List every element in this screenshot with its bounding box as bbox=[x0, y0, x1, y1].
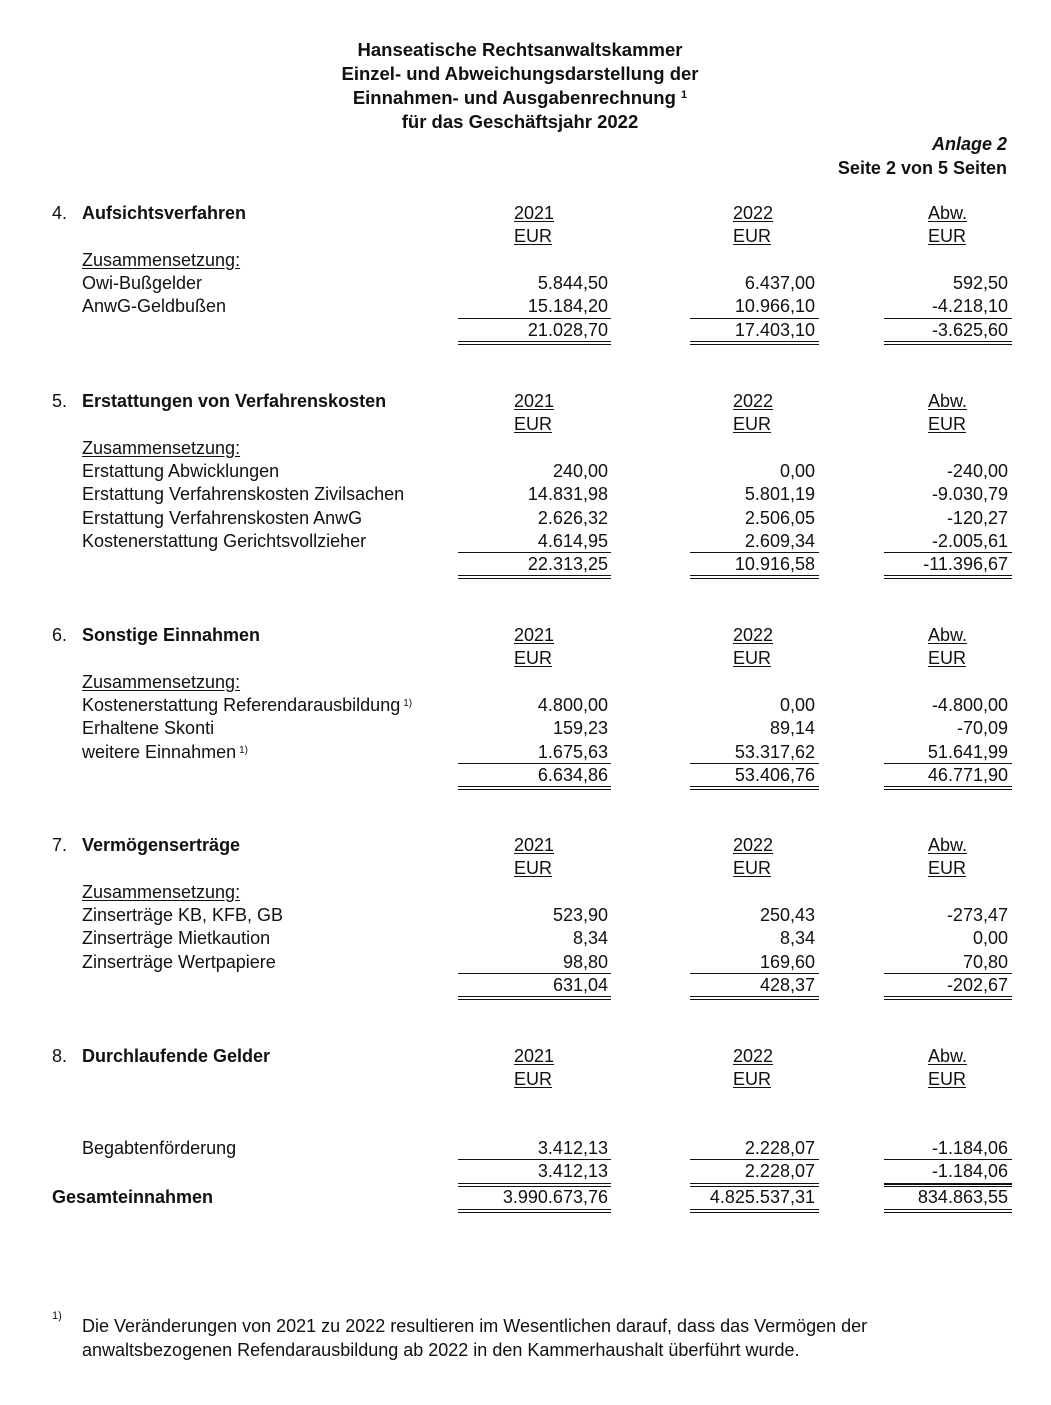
value-2022: 0,00 bbox=[779, 460, 815, 481]
total-double-rule bbox=[458, 786, 611, 790]
value-abw: -1.184,06 bbox=[931, 1138, 1008, 1159]
table-row bbox=[0, 927, 1051, 950]
column-header-abw: Abw. bbox=[928, 835, 968, 855]
value-2021: 4.800,00 bbox=[537, 694, 608, 715]
value-2021: 98,80 bbox=[562, 951, 608, 972]
column-header-2022: 2022 bbox=[733, 203, 774, 223]
table-row bbox=[0, 530, 1051, 553]
row-label: Erstattung Abwicklungen bbox=[82, 460, 280, 481]
composition-label: Zusammensetzung: bbox=[82, 437, 241, 458]
section-title: Sonstige Einnahmen bbox=[82, 625, 261, 645]
column-header-2022: 2022 bbox=[733, 391, 774, 411]
section-number: 6. bbox=[52, 625, 68, 645]
total-double-rule bbox=[458, 575, 611, 579]
unit-header-row bbox=[0, 647, 1051, 670]
value-2022: 8,34 bbox=[779, 928, 815, 949]
value-2021: 3.412,13 bbox=[537, 1138, 608, 1159]
unit-label: EUR bbox=[928, 1069, 967, 1090]
section-total-row bbox=[0, 974, 1051, 997]
table-row bbox=[0, 951, 1051, 974]
unit-label: EUR bbox=[928, 648, 967, 669]
total-2022: 10.916,58 bbox=[734, 554, 815, 575]
value-2022: 6.437,00 bbox=[744, 272, 815, 293]
attachment-label: Anlage 2 bbox=[931, 134, 1007, 154]
grand-total-double-rule bbox=[458, 1209, 611, 1213]
total-double-rule bbox=[884, 341, 1012, 345]
row-label: Kostenerstattung Referendarausbildung $^{1)}$ bbox=[82, 694, 413, 715]
section-number: 5. bbox=[52, 391, 68, 411]
value-abw: 51.641,99 bbox=[927, 741, 1008, 762]
row-label: Kostenerstattung Gerichtsvollzieher bbox=[82, 530, 367, 551]
section-header-row bbox=[0, 624, 1051, 647]
row-label: Erstattung Verfahrenskosten AnwG bbox=[82, 507, 363, 528]
value-abw: 70,80 bbox=[962, 951, 1008, 972]
column-header-2022: 2022 bbox=[733, 835, 774, 855]
section-number: 8. bbox=[52, 1046, 68, 1066]
unit-label: EUR bbox=[733, 858, 772, 879]
value-2021: 8,34 bbox=[572, 928, 608, 949]
row-label: Owi-Bußgelder bbox=[82, 272, 203, 293]
total-2022: 428,37 bbox=[759, 974, 815, 995]
value-2022: 89,14 bbox=[769, 718, 815, 739]
footnote-reference: 1) bbox=[403, 697, 413, 709]
total-2021: 631,04 bbox=[552, 974, 608, 995]
value-2022: 10.966,10 bbox=[734, 296, 815, 317]
table-row bbox=[0, 1137, 1051, 1160]
table-row bbox=[0, 904, 1051, 927]
value-2021: 159,23 bbox=[552, 718, 608, 739]
value-abw: -70,09 bbox=[956, 718, 1008, 739]
grand-total-double-rule bbox=[690, 1209, 819, 1213]
total-abw: -3.625,60 bbox=[931, 319, 1008, 340]
total-abw: -11.396,67 bbox=[923, 554, 1008, 575]
column-header-2021: 2021 bbox=[514, 391, 555, 411]
title-footnote-mark: 1 bbox=[681, 89, 688, 101]
value-2022: 53.317,62 bbox=[734, 741, 815, 762]
section-header-row bbox=[0, 834, 1051, 857]
table-row bbox=[0, 507, 1051, 530]
total-double-rule bbox=[884, 996, 1012, 1000]
row-label: Begabtenförderung bbox=[82, 1138, 237, 1159]
value-abw: 0,00 bbox=[972, 928, 1008, 949]
unit-header-row bbox=[0, 225, 1051, 248]
section-title: Aufsichtsverfahren bbox=[82, 203, 247, 223]
value-abw: -120,27 bbox=[946, 507, 1008, 528]
column-header-2021: 2021 bbox=[514, 835, 555, 855]
total-double-rule bbox=[884, 786, 1012, 790]
unit-label: EUR bbox=[928, 858, 967, 879]
unit-label: EUR bbox=[514, 1069, 553, 1090]
column-header-abw: Abw. bbox=[928, 391, 968, 411]
composition-label: Zusammensetzung: bbox=[82, 249, 241, 270]
table-row bbox=[0, 460, 1051, 483]
grand-total-values bbox=[0, 1186, 1051, 1209]
row-label: AnwG-Geldbußen bbox=[82, 296, 227, 317]
value-abw: -4.218,10 bbox=[931, 296, 1008, 317]
section-title: Durchlaufende Gelder bbox=[82, 1046, 271, 1066]
section-total-row bbox=[0, 319, 1051, 342]
row-label: Erstattung Verfahrenskosten Zivilsachen bbox=[82, 484, 405, 505]
composition-label: Zusammensetzung: bbox=[82, 671, 241, 692]
value-abw: -9.030,79 bbox=[931, 484, 1008, 505]
grand-total-double-rule bbox=[884, 1209, 1012, 1213]
unit-label: EUR bbox=[514, 648, 553, 669]
composition-label: Zusammensetzung: bbox=[82, 881, 241, 902]
total-abw: -202,67 bbox=[946, 974, 1008, 995]
value-2021: 14.831,98 bbox=[527, 484, 608, 505]
row-label: weitere Einnahmen $^{1)}$ bbox=[82, 741, 248, 762]
total-abw: -1.184,06 bbox=[931, 1161, 1008, 1182]
composition-row bbox=[0, 437, 1051, 460]
value-2022: 169,60 bbox=[759, 951, 815, 972]
section-number: 4. bbox=[52, 203, 68, 223]
column-header-2022: 2022 bbox=[733, 625, 774, 645]
title-line-1: Hanseatische Rechtsanwaltskammer bbox=[357, 39, 683, 60]
section-header-row bbox=[0, 202, 1051, 225]
value-2022: 2.609,34 bbox=[744, 530, 815, 551]
value-2021: 2.626,32 bbox=[537, 507, 608, 528]
unit-label: EUR bbox=[514, 858, 553, 879]
title-line-2: Einzel- und Abweichungsdarstellung der bbox=[341, 63, 699, 84]
grand-total-abw-top-rule bbox=[884, 1184, 1012, 1185]
value-2021: 523,90 bbox=[552, 904, 608, 925]
document-title bbox=[0, 38, 1040, 134]
table-row bbox=[0, 694, 1051, 717]
table-row bbox=[0, 741, 1051, 764]
unit-label: EUR bbox=[733, 648, 772, 669]
total-double-rule bbox=[690, 996, 819, 1000]
grand-total-abw: 834.863,55 bbox=[917, 1187, 1008, 1207]
unit-header-row bbox=[0, 857, 1051, 880]
grand-total-label: Gesamteinnahmen bbox=[52, 1187, 214, 1207]
title-line-3: Einnahmen- und Ausgabenrechnung $^1$ bbox=[352, 87, 688, 108]
value-abw: 592,50 bbox=[952, 272, 1008, 293]
title-line-4: für das Geschäftsjahr 2022 bbox=[401, 111, 639, 132]
section-total-row bbox=[0, 553, 1051, 576]
grand-total-2022: 4.825.537,31 bbox=[709, 1187, 815, 1207]
composition-row bbox=[0, 881, 1051, 904]
table-row bbox=[0, 272, 1051, 295]
row-label: Zinserträge KB, KFB, GB bbox=[82, 904, 284, 925]
unit-label: EUR bbox=[928, 226, 967, 247]
unit-header-row bbox=[0, 1068, 1051, 1091]
total-abw: 46.771,90 bbox=[927, 764, 1008, 785]
total-2022: 53.406,76 bbox=[734, 764, 815, 785]
unit-label: EUR bbox=[733, 414, 772, 435]
unit-label: EUR bbox=[733, 1069, 772, 1090]
column-header-2022: 2022 bbox=[733, 1046, 774, 1066]
section-number: 7. bbox=[52, 835, 68, 855]
section-title: Vermögenserträge bbox=[82, 835, 241, 855]
value-2021: 15.184,20 bbox=[527, 296, 608, 317]
section-total-row bbox=[0, 1160, 1051, 1183]
row-label: Erhaltene Skonti bbox=[82, 718, 215, 739]
row-label: Zinserträge Mietkaution bbox=[82, 928, 271, 949]
value-2022: 2.506,05 bbox=[744, 507, 815, 528]
total-2022: 2.228,07 bbox=[744, 1161, 815, 1182]
table-row bbox=[0, 295, 1051, 318]
column-header-abw: Abw. bbox=[928, 203, 968, 223]
table-row bbox=[0, 717, 1051, 740]
unit-header-row bbox=[0, 413, 1051, 436]
value-2021: 4.614,95 bbox=[537, 530, 608, 551]
unit-label: EUR bbox=[514, 226, 553, 247]
value-2022: 2.228,07 bbox=[744, 1138, 815, 1159]
section-total-row bbox=[0, 764, 1051, 787]
section-title: Erstattungen von Verfahrenskosten bbox=[82, 391, 387, 411]
unit-label: EUR bbox=[733, 226, 772, 247]
value-abw: -4.800,00 bbox=[931, 694, 1008, 715]
table-row bbox=[0, 483, 1051, 506]
section-header-row bbox=[0, 1045, 1051, 1068]
unit-label: EUR bbox=[928, 414, 967, 435]
footnote-reference: 1) bbox=[239, 744, 248, 756]
total-double-rule bbox=[690, 786, 819, 790]
composition-row bbox=[0, 249, 1051, 272]
column-header-2021: 2021 bbox=[514, 625, 555, 645]
footnote-text: Die Veränderungen von 2021 zu 2022 resultieren im Wesentlichen darauf, dass das Vermögen der anwaltsbezogenen Refendarausbildung ab 2022 in den Kammerhaushalt überführt wurde. bbox=[82, 1316, 868, 1360]
value-2022: 250,43 bbox=[759, 904, 815, 925]
column-header-abw: Abw. bbox=[928, 1046, 968, 1066]
total-double-rule bbox=[458, 996, 611, 1000]
total-2022: 17.403,10 bbox=[734, 319, 815, 340]
column-header-2021: 2021 bbox=[514, 203, 555, 223]
value-abw: -2.005,61 bbox=[931, 530, 1008, 551]
total-2021: 6.634,86 bbox=[537, 764, 608, 785]
grand-total-2021: 3.990.673,76 bbox=[502, 1187, 608, 1207]
total-2021: 3.412,13 bbox=[537, 1161, 608, 1182]
value-abw: -240,00 bbox=[946, 460, 1008, 481]
value-2022: 0,00 bbox=[779, 694, 815, 715]
value-2021: 240,00 bbox=[552, 460, 608, 481]
section-header-row bbox=[0, 390, 1051, 413]
unit-label: EUR bbox=[514, 414, 553, 435]
total-double-rule bbox=[884, 575, 1012, 579]
total-double-rule bbox=[690, 341, 819, 345]
total-2021: 21.028,70 bbox=[527, 319, 608, 340]
total-2021: 22.313,25 bbox=[527, 554, 608, 575]
total-double-rule bbox=[690, 575, 819, 579]
composition-row bbox=[0, 671, 1051, 694]
value-2021: 1.675,63 bbox=[537, 741, 608, 762]
value-2022: 5.801,19 bbox=[744, 484, 815, 505]
column-header-abw: Abw. bbox=[928, 625, 968, 645]
value-abw: -273,47 bbox=[946, 904, 1008, 925]
total-double-rule bbox=[458, 341, 611, 345]
column-header-2021: 2021 bbox=[514, 1046, 555, 1066]
footnote-mark: 1) bbox=[52, 1310, 62, 1322]
row-label: Zinserträge Wertpapiere bbox=[82, 951, 276, 972]
value-2021: 5.844,50 bbox=[537, 272, 608, 293]
page-indicator: Seite 2 von 5 Seiten bbox=[837, 158, 1007, 178]
